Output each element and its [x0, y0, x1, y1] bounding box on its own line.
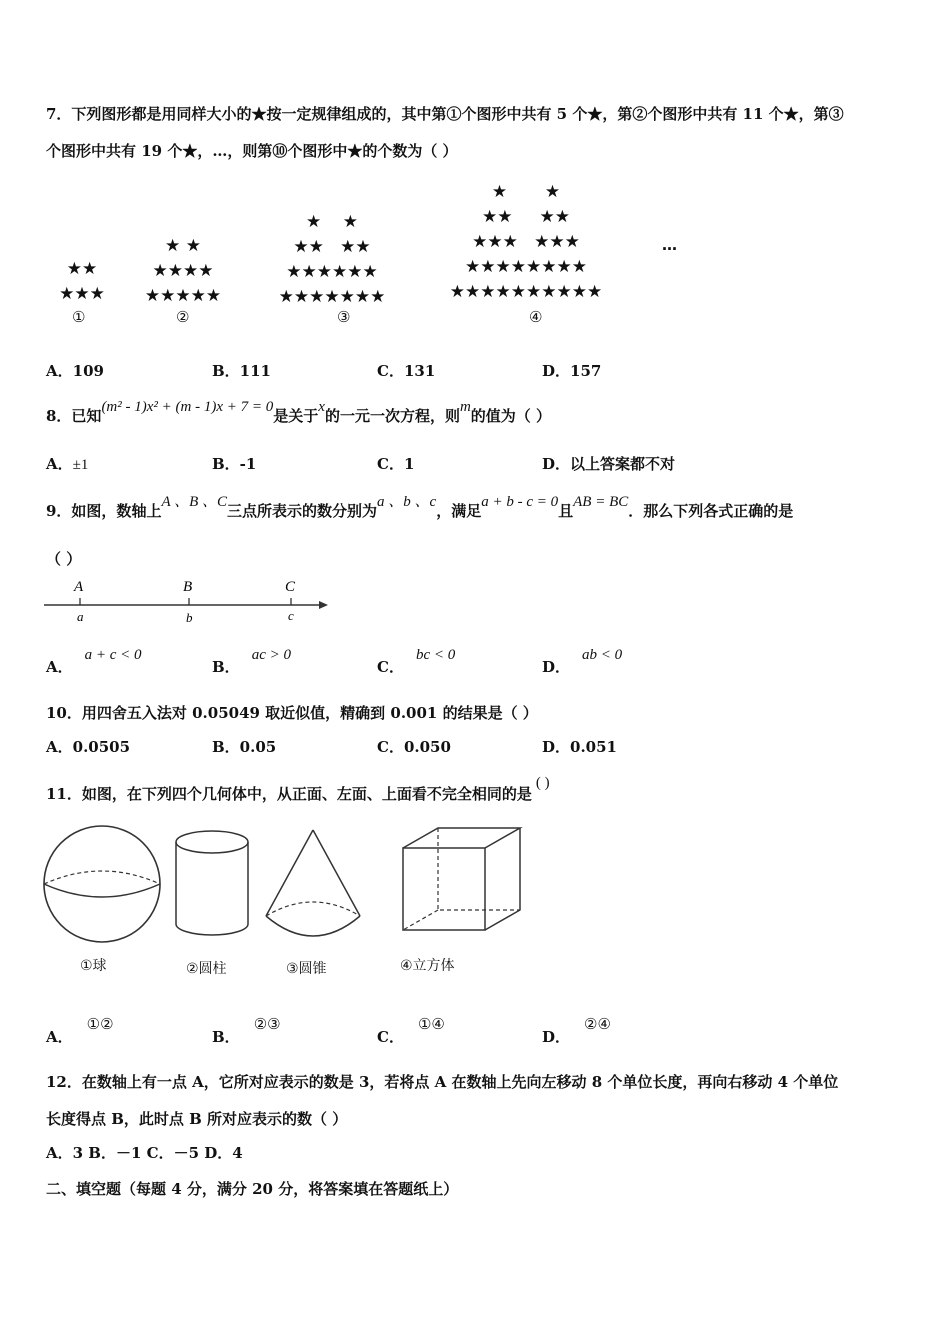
q9-paren: （ ）: [46, 550, 82, 568]
q9-stem: [46, 494, 794, 521]
cube-shape: [403, 828, 520, 930]
q9-option-d[interactable]: [542, 647, 623, 677]
option-math: bc < 0: [415, 647, 456, 663]
sphere-shape: [44, 826, 160, 942]
q11-option-c[interactable]: [377, 1017, 445, 1047]
q8-suffix: 的值为（ ）: [470, 407, 552, 425]
q9-points: A 、B 、C: [161, 494, 228, 510]
q7-option-d[interactable]: D．157: [542, 362, 602, 380]
q8-stem: [46, 399, 552, 426]
star-row: ★★★★: [152, 261, 214, 281]
q7-option-c[interactable]: C．131: [377, 362, 436, 380]
q9-vals: a 、b 、c: [377, 494, 437, 510]
star-row: ★ ★: [165, 236, 201, 256]
section-2-heading: 二、填空题（每题 4 分，满分 20 分，将答案填在答题纸上）: [46, 1180, 459, 1198]
q9-mid2: ，满足: [436, 502, 482, 520]
q8-mid2: 的一元一次方程，则: [324, 407, 460, 425]
cylinder-shape: [176, 831, 248, 935]
option-letter: D．: [542, 1028, 571, 1046]
option-value: ②③: [253, 1017, 281, 1033]
q9-mid: 三点所表示的数分别为: [227, 502, 378, 520]
option-letter: B．: [212, 1028, 240, 1046]
figure-label-2: ②: [176, 308, 190, 326]
star-figure-4: [428, 180, 624, 305]
star-figure-2: [132, 234, 234, 309]
q11-option-b[interactable]: [212, 1017, 281, 1047]
q8-option-a[interactable]: [46, 453, 88, 474]
q12-options[interactable]: A．3 B．－1 C．－5 D．4: [46, 1144, 243, 1162]
q9-prefix: 9．如图，数轴上: [46, 502, 162, 520]
q12-line1: 12．在数轴上有一点 A，它所对应表示的数是 3，若将点 A 在数轴上先向左移动 8 个单位长度，再向右移动 4 个单位: [46, 1073, 839, 1091]
q9-cond2: AB = BC: [573, 494, 629, 510]
q11-text: 11．如图，在下列四个几何体中，从正面、左面、上面看不完全相同的是: [46, 785, 532, 803]
label-A: A: [74, 579, 84, 595]
q10-option-c[interactable]: C．0.050: [377, 738, 451, 756]
q8-option-a-value: ±1: [72, 457, 89, 473]
axis-arrow: [319, 601, 328, 609]
label-C: C: [285, 579, 296, 595]
q9-option-b[interactable]: [212, 647, 291, 677]
star-row: ★★★★★★★★★★: [449, 282, 603, 302]
option-letter: B．: [212, 658, 240, 676]
label-b: b: [186, 610, 193, 625]
option-value: ②④: [584, 1017, 611, 1033]
star-figure-3: [262, 210, 402, 310]
star-row: ★★ ★★: [293, 237, 371, 257]
option-math: ac > 0: [251, 647, 291, 663]
option-letter: D．: [542, 658, 571, 676]
q10-option-a[interactable]: A．0.0505: [46, 738, 131, 756]
star-row: ★★: [66, 259, 98, 279]
solids-figure: [40, 820, 530, 950]
q8-prefix: 8．已知: [46, 407, 102, 425]
label-B: B: [183, 579, 193, 595]
figure-label-1: ①: [72, 308, 86, 326]
option-letter: C．: [377, 1028, 404, 1046]
number-line: [40, 574, 340, 630]
q9-mid3: 且: [558, 502, 574, 520]
cube-label: ④立方体: [400, 958, 455, 974]
figure-label-4: ④: [529, 308, 543, 326]
q11-option-a[interactable]: [46, 1017, 114, 1047]
q8-option-a-letter: A．: [46, 455, 73, 473]
ellipsis: …: [662, 236, 677, 254]
q11-option-d[interactable]: [542, 1017, 611, 1047]
star-row: ★★★★★★: [286, 262, 378, 282]
q7-option-b[interactable]: B．111: [212, 362, 271, 380]
q8-var-x: x: [318, 399, 325, 415]
star-row: ★★★★★★★: [278, 287, 386, 307]
option-math: a + c < 0: [84, 647, 142, 663]
label-c: c: [288, 608, 294, 623]
q8-var-m: m: [459, 399, 471, 415]
star-row: ★★★: [59, 284, 105, 304]
q8-option-b[interactable]: B．-1: [212, 455, 257, 473]
star-figure-1: [50, 257, 114, 307]
option-value: ①②: [86, 1017, 114, 1033]
figure-label-3: ③: [337, 308, 351, 326]
star-row: ★★ ★★: [482, 207, 570, 227]
q8-equation: (m² - 1)x² + (m - 1)x + 7 = 0: [101, 399, 274, 415]
q9-option-c[interactable]: [377, 647, 456, 677]
q11-paren: ( ): [535, 775, 550, 791]
option-letter: A．: [46, 658, 73, 676]
cone-shape: [266, 830, 360, 936]
q9-suffix: ．那么下列各式正确的是: [628, 502, 794, 520]
q10-option-d[interactable]: D．0.051: [542, 738, 617, 756]
q8-mid: 是关于: [273, 407, 319, 425]
q9-option-a[interactable]: [46, 647, 142, 677]
q10-option-b[interactable]: B．0.05: [212, 738, 277, 756]
q10-stem: 10．用四舍五入法对 0.05049 取近似值，精确到 0.001 的结果是（ ）: [46, 704, 538, 722]
q8-option-d[interactable]: D．以上答案都不对: [542, 455, 676, 473]
cone-label: ③圆锥: [286, 961, 327, 977]
option-value: ①④: [417, 1017, 445, 1033]
option-letter: C．: [377, 658, 404, 676]
q7-option-a[interactable]: A．109: [46, 362, 104, 380]
option-letter: A．: [46, 1028, 73, 1046]
q12-line2: 长度得点 B，此时点 B 所对应表示的数（ ）: [46, 1110, 348, 1128]
sphere-label: ①球: [80, 958, 107, 974]
star-row: ★ ★: [305, 212, 359, 232]
cylinder-label: ②圆柱: [186, 961, 227, 977]
q11-stem: [46, 775, 550, 804]
star-row: ★★★★★: [144, 286, 222, 306]
star-row: ★★★★★★★★: [465, 257, 587, 277]
q7-line1: 7．下列图形都是用同样大小的★按一定规律组成的，其中第①个图形中共有 5 个★，第②个图形中共有 11 个★，第③: [46, 105, 844, 123]
q9-cond1: a + b - c = 0: [481, 494, 559, 510]
option-math: ab < 0: [582, 647, 623, 663]
star-row: ★ ★: [491, 182, 561, 202]
star-row: ★★★ ★★★: [472, 232, 580, 252]
label-a: a: [77, 609, 84, 624]
q7-line2: 个图形中共有 19 个★，…，则第⑩个图形中★的个数为（ ）: [46, 142, 458, 160]
q8-option-c[interactable]: C．1: [377, 455, 415, 473]
